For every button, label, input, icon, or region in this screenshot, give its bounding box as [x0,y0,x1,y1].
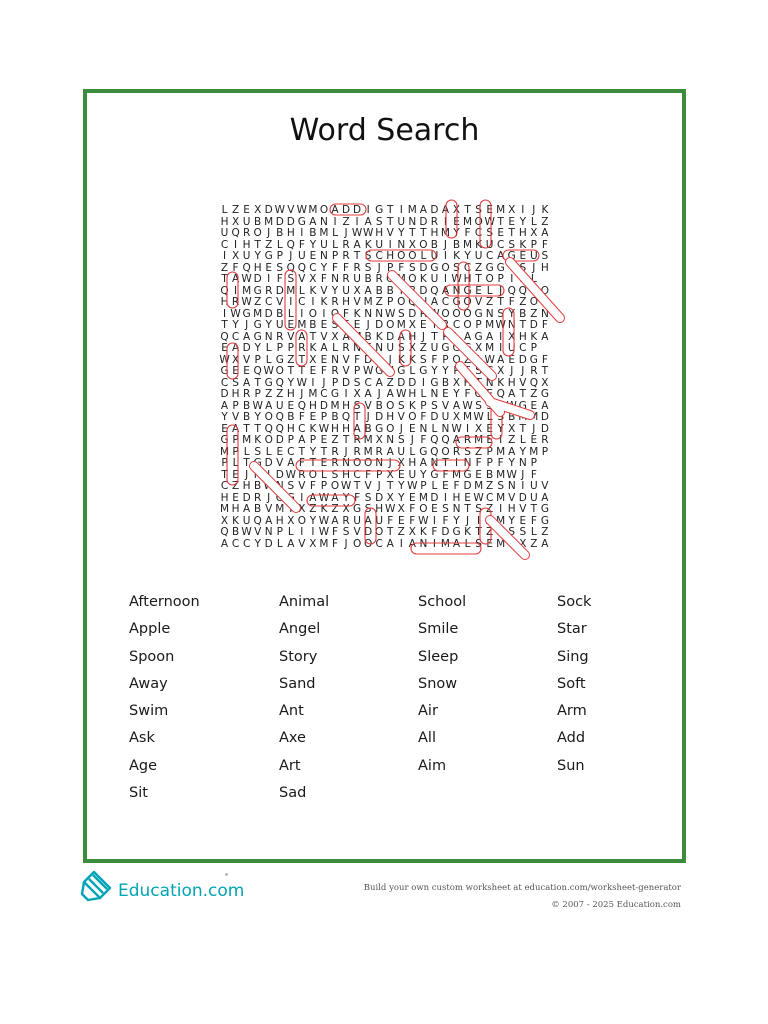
grid-row: T Y J G Y U E M B E S E E J D O M X E Y R C O P M W N T D F [221,319,548,331]
footer-copyright: © 2007 - 2025 Education.com [551,900,681,910]
grid-row: L Z E X D W V W M O A D D I G T I M A D A X T S E M X I J K [221,204,549,216]
grid-row: G P M K O D P A P E Z T R M X N S J F Q Q A R M E I Z L E R [220,434,549,446]
page-title: Word Search [289,113,480,148]
grid-row: I X U Y G P J U E N P R T S C H O O L U I K Y U C A G E U S [222,250,549,262]
grid-row: C S A T G Q Y W I J P D S C A Z D D I G B X H T N K H V Q X [220,376,549,389]
grid-row: A P B W A U E Q H D M H S V B O S K P S V A W S S J W G E A [220,399,549,412]
grid-row: P L T G D V A F T E R N O O N J X H A N T I N F P F Y N P [221,457,537,469]
word-item: Sit [129,785,148,802]
grid-row: Q I M G R D M L K V Y U X A B B T B D Q A N G E L J Q Q Y O [220,284,550,297]
grid-row: W X V P L G Z T X E N V F D J J K K S F P O Z J W A E D G F [219,353,548,366]
letter-grid [219,205,550,550]
grid-row: Q B W V N P L I I W F S V D O T Z X K F D G K T Z L S S L Z [220,526,549,538]
word-item: School [418,594,467,610]
grid-row: D H R P Z Z H J M C G I X A J A W H L N E Y F G E Q A T Z G [220,388,549,400]
grid-row: G E E Q W O T T E F R V P W G H G L G Y Y P F S G X J J R T [220,365,549,377]
word-item: Afternoon [129,594,200,610]
word-item: Story [279,648,318,665]
word-item: Sleep [418,648,459,665]
grid-row: H E D R J G G I A W A Y F S D X Y E M D I H E W C M V D U A [220,491,549,504]
word-item: Star [557,621,587,638]
word-item: Spoon [129,648,175,665]
grid-row: E A D Y L P P R K A L R N E N U S X Z U G G G X M I U C P [221,342,537,354]
word-list [129,593,669,802]
word-item: Sand [279,675,316,692]
brand-name: Education.com [118,881,245,901]
word-item: Sad [279,785,307,802]
word-item: Animal [279,594,330,610]
grid-row: T E J N J D W R O L S H C F P X E U Y G F M G E B M W J F [221,468,537,481]
grid-row: U Q R O J B H I B M L J W W H V Y T T H M Y F C S E T H X A [220,227,549,239]
grid-row: H R W Z C V I C I K R H V M Z P O Q U A C G O V Z T F Z O H [220,296,549,308]
grid-row: C I H T Z L Q F Y U L R A K U I N X O B J B M K U C S K P F [220,238,548,251]
grid-row: E A T T Q Q H C K W H H A B G O J E N L N W I X E Y X T J D [221,422,549,435]
grid-row: I W G M D B L I O I Q F K N N W S D R W O O O G N S Y B Z N [222,307,549,320]
word-item: Art [279,757,301,774]
word-item: Apple [129,621,171,638]
word-item: Add [557,730,586,747]
word-item: Ant [279,703,304,720]
pencil-logo-icon [80,868,114,902]
word-item: Snow [418,675,458,692]
decorative-dot [225,873,228,876]
word-item: Away [129,675,168,692]
word-item: Sun [557,757,585,774]
grid-row: Z F Q H E S Q Q C Y F F R S J P F S D G O S C Z G G Y S J H [220,261,549,274]
word-item: Angel [279,621,321,638]
word-item: Air [418,703,438,720]
word-item: Smile [418,621,459,638]
education-logo[interactable] [80,868,244,902]
grid-row: H X U B M D D G A N I Z I A S T U N D R I E M O W T E Y L Z [220,215,549,228]
grid-row: M P L S L E C T Y T R J R M R A U L G Q O R S Z P M A Y M P [219,445,549,458]
word-item: Sing [557,648,589,665]
grid-row: T A W D I F S V X F N R U B R G M O K U I W H T O P I E L [221,273,537,285]
word-item: Soft [557,675,586,692]
grid-row: Y V B Y O Q B F E P B Q T J D H V O F D U X M W L S B M M D [221,411,549,423]
word-item: Sock [557,594,592,610]
worksheet-frame [83,89,686,863]
word-item: Swim [129,703,169,720]
footer-build-link[interactable]: Build your own custom worksheet at education.com/worksheet-generator [363,883,681,893]
word-item: Age [129,757,158,774]
grid-row: M H A B V M I X Z K Z X G S H W X F O E S N T S Z I H V T G [219,503,549,515]
grid-row: C Z H B W N S V F P O W T V J T Y W P L E F D M Z S N I U V [220,480,549,492]
grid-row: X K U Q A H X O Y W A R U A U F E F W I F Y J I A M Y E F G [220,514,549,527]
grid-row: Q C A G N R V A T V X A M B K D A H J T P L A G A I X H K A [220,330,549,343]
word-item: All [418,730,436,747]
word-item: Arm [557,703,587,720]
grid-row: A C C Y D L A V X M F J O O C A I A N I M A L S E M L X Z A [220,537,549,550]
word-item: Ask [129,730,155,747]
word-item: Aim [418,757,447,774]
word-item: Axe [279,730,306,747]
